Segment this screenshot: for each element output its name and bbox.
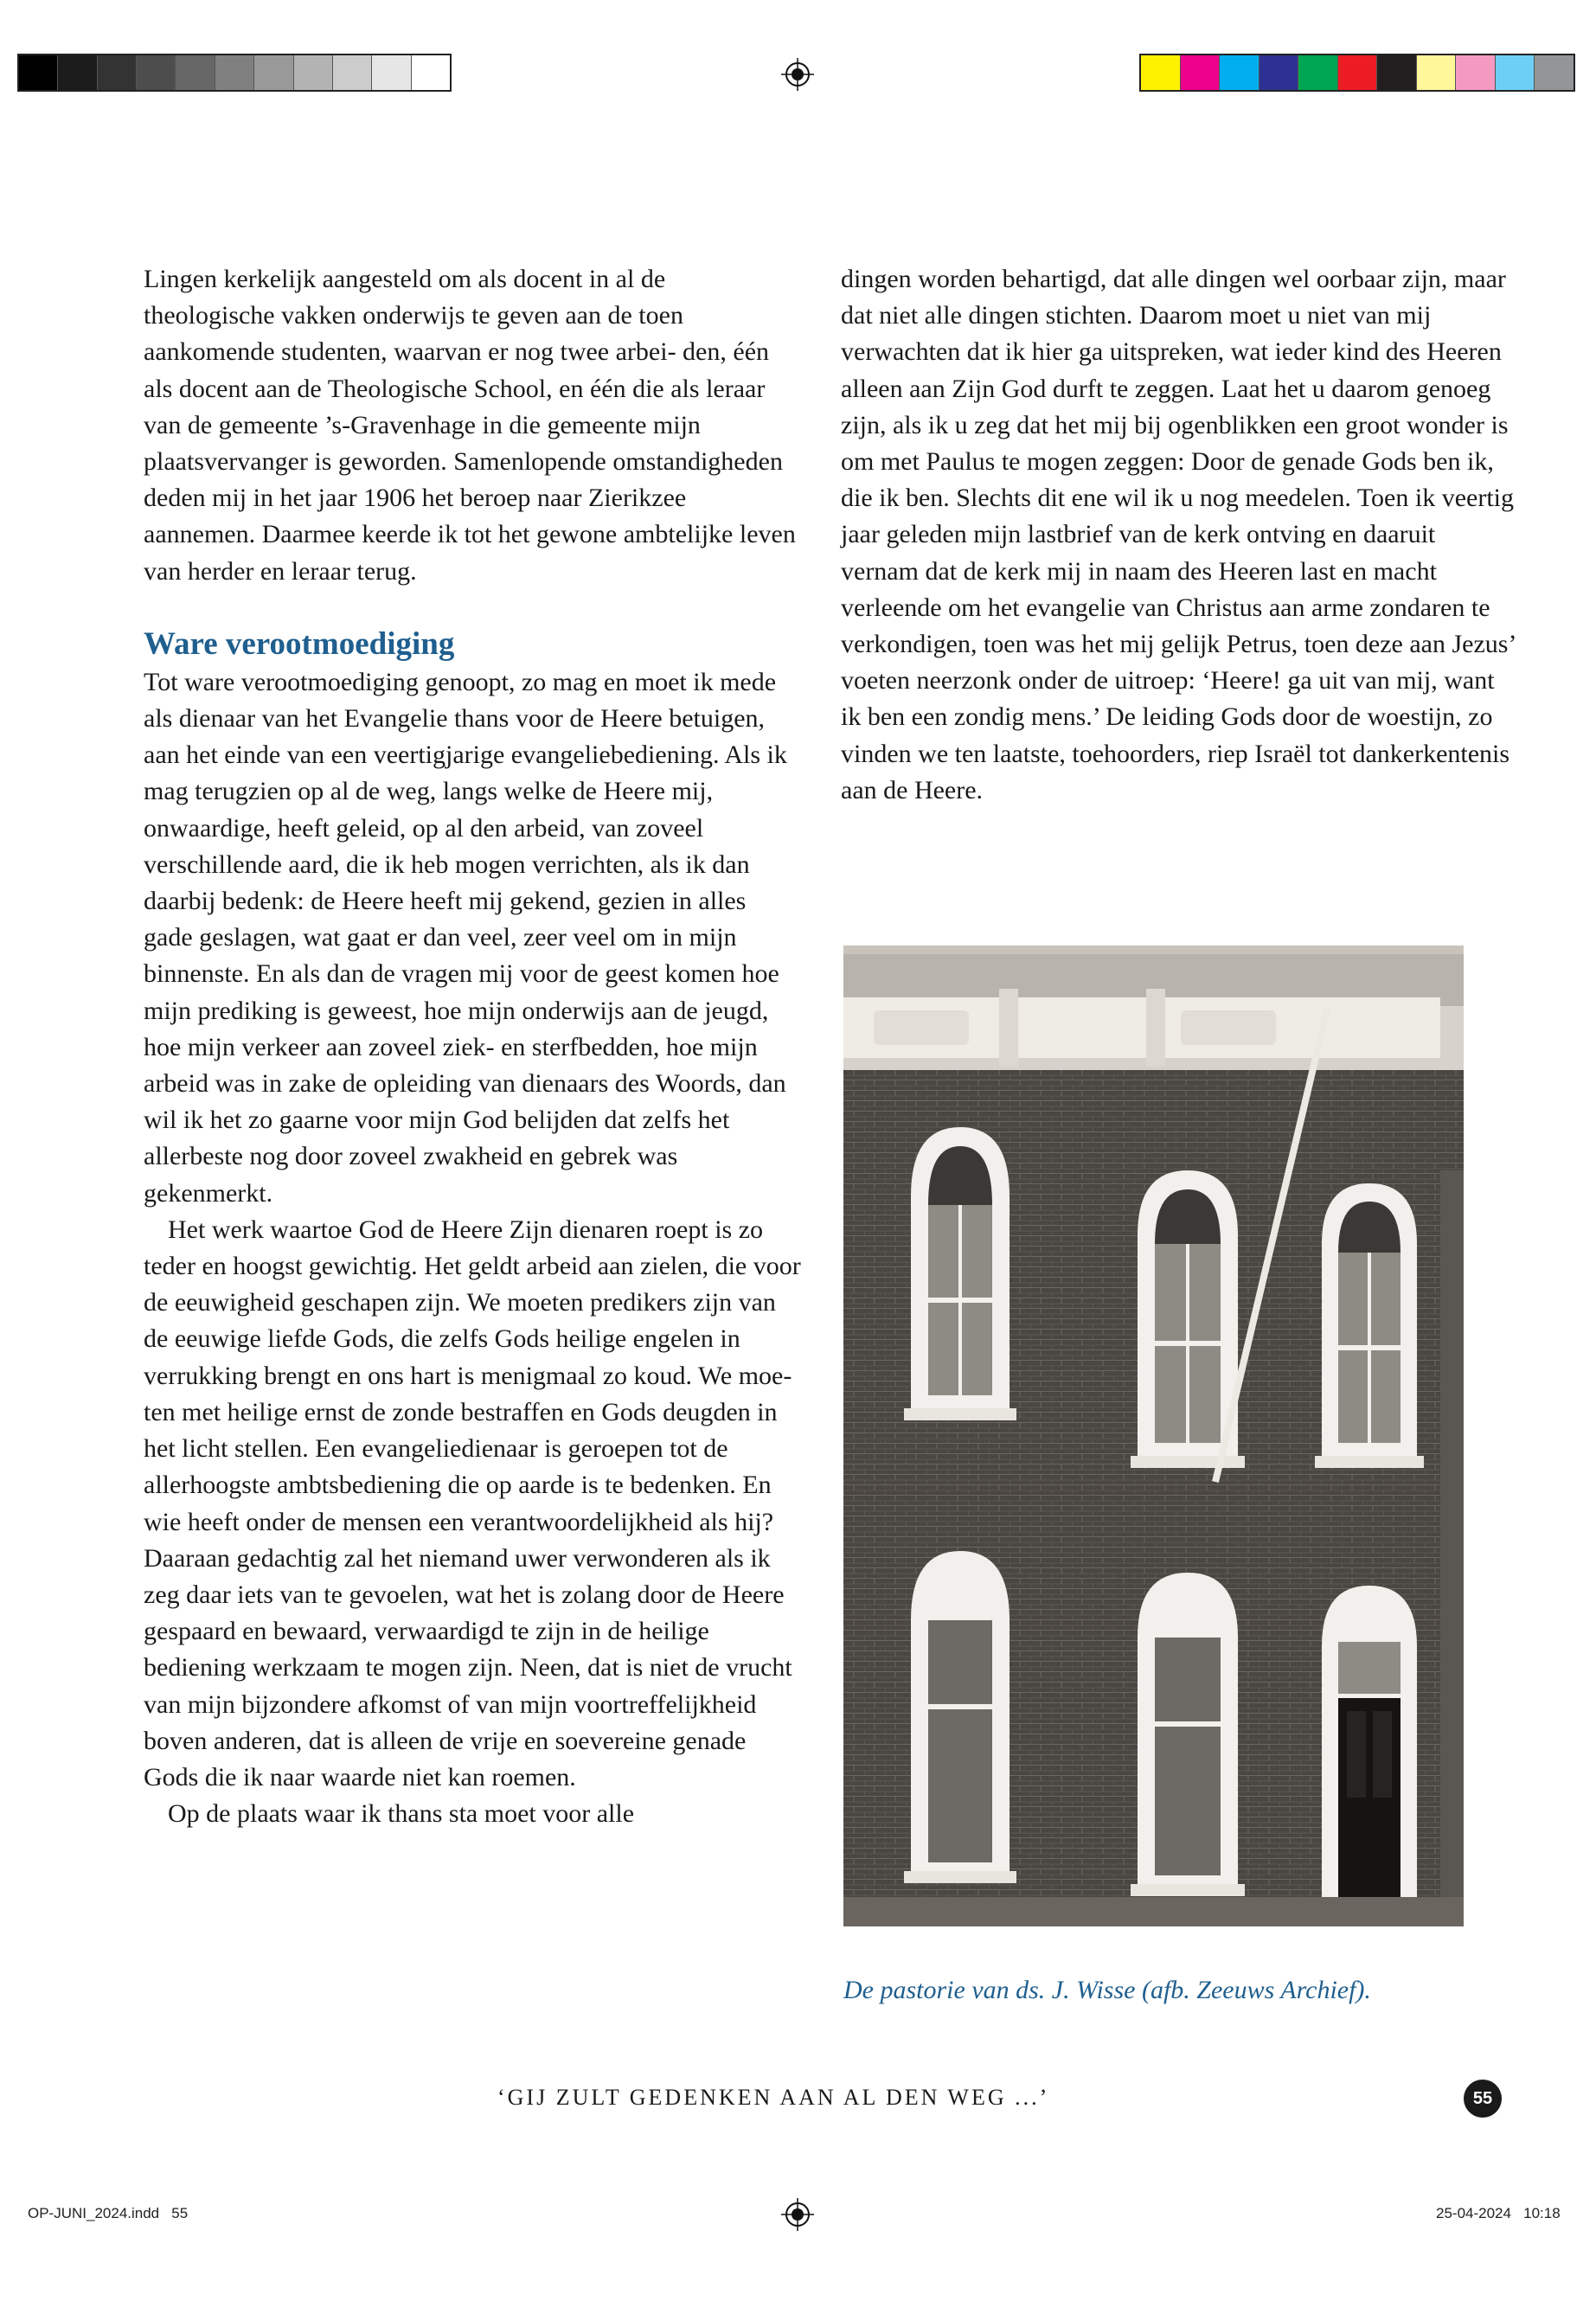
paragraph: dingen worden behartigd, dat alle dingen wel oorbaar zijn, maar dat niet alle dingen stichten. Daarom moet u niet van mij verwachten dat ik hier ga uitspreken, wat ieder kind des Heeren alleen aan Zijn God durft te zeggen. Laat het u daarom genoeg zijn, als ik u zeg dat het mij bij ogenblikken een groot wonder is om met Paulus te mogen zeggen: Door de genade Gods ben ik, die ik ben. Slechts dit ene wil ik u nog meedelen. Toen ik veertig jaar geleden mijn lastbrief van de kerk ontving en daaruit vernam dat de kerk mij in naam des Heeren last en macht verleende om het evangelie van Christus aan arme zondaren te verkondigen, toen was het mij gelijk Petrus, toen deze aan Jezus’ voeten neerzonk onder de uitroep: ‘Heere! ga uit van mij, want ik ben een zondig mens.’ De leiding Gods door de woestijn, zo vinden we ten laatste, toehoorders, riep Israël tot dankerkentenis aan de Heere.: [841, 265, 1516, 804]
building-facade-image: [843, 945, 1464, 1926]
paragraph: Tot ware verootmoediging genoopt, zo mag en moet ik mede als dienaar van het Evangelie thans voor de Heere betuigen, aan het einde van een veertigjarige evangeliebediening. Als ik mag terugzien op al de weg, langs welke de Heere mij, onwaardige, heeft geleid, op al den arbeid, van zoveel verschillende aard, die ik heb mogen verrichten, als ik dan daarbij bedenk: de Heere heeft mij gekend, gezien in alles gade geslagen, wat gaat er dan veel, zeer veel om in mijn binnenste. En als dan de vragen mij voor de geest komen hoe mijn prediking is geweest, hoe mijn onderwijs aan de jeugd, hoe mijn verkeer aan zoveel ziek- en sterfbedden, hoe mijn arbeid was in zake de opleiding van dienaars des Woords, dan wil ik het zo gaarne voor mijn God belijden dat zelfs het allerbeste nog door zoveel zwakheid en gebrek was gekenmerkt.: [144, 667, 787, 1208]
paragraph: Het werk waartoe God de Heere Zijn dienaren roept is zo teder en hoogst gewichtig. Het geldt arbeid aan zielen, die voor de eeuwigheid geschapen zijn. We moeten predikers zijn van de eeuwige liefde Gods, die zelfs Gods heilige engelen in verrukking brengt en ons hart is menigmaal zo koud. We moe- ten met heilige ernst de zonde bestraffen en Gods deugden in het licht stellen. Een evangeliedienaar is geroepen tot de allerhoogste ambtsbediening die op aarde is te bedenken. En wie heeft onder de mensen een verantwoordelijkheid als hij? Daaraan gedachtig zal het niemand uwer verwonderen als ik zeg daar iets van te gevoelen, wat het is zolang door de Heere gespaard en bewaard, verwaardigd te zijn in de heilige bediening werkzaam te mogen zijn. Neen, dat is niet de vrucht van mijn bijzondere afkomst of van mijn voortreffelijkheid boven anderen, dat is alleen de vrije en soevereine genade Gods die ik naar waarde niet kan roemen.: [144, 1215, 801, 1791]
running-title: ‘GIJ ZULT GEDENKEN AAN AL DEN WEG ...’: [497, 2085, 1050, 2110]
color-swatch: [1141, 55, 1181, 90]
slug-date: 25-04-2024 10:18: [1436, 2205, 1561, 2221]
gray-swatch: [58, 55, 97, 90]
left-column: [144, 261, 801, 1832]
section-heading: Ware verootmoediging: [144, 625, 455, 662]
color-swatch: [1535, 55, 1574, 90]
gray-scale-bar: [17, 54, 452, 92]
right-column: [841, 261, 1516, 809]
gray-swatch: [254, 55, 293, 90]
gray-swatch: [372, 55, 411, 90]
color-swatch: [1181, 55, 1221, 90]
color-swatch: [1417, 55, 1457, 90]
gray-swatch: [176, 55, 215, 90]
color-swatch: [1456, 55, 1496, 90]
color-swatch: [1496, 55, 1535, 90]
gray-swatch: [333, 55, 372, 90]
color-swatch: [1377, 55, 1417, 90]
color-swatch: [1220, 55, 1259, 90]
paragraph: Op de plaats waar ik thans sta moet voor alle: [168, 1799, 635, 1829]
registration-mark-icon: [781, 58, 814, 91]
gray-swatch: [137, 55, 176, 90]
page-number: 55: [1464, 2080, 1502, 2118]
gray-swatch: [294, 55, 333, 90]
lower-windows: [904, 1551, 1417, 1926]
color-bar: [1139, 54, 1575, 92]
paragraph: Lingen kerkelijk aangesteld om als docent in al de theologische vakken onderwijs te geven aan de toen aankomende studenten, waarvan er nog twee arbei- den, één als docent aan de Theologische School, en één die als leraar van de gemeente ’s-Gravenhage in die gemeente mijn plaatsvervanger is geworden. Samenlopende omstandigheden deden mij in het jaar 1906 het beroep naar Zierikzee aannemen. Daarmee keerde ik tot het gewone ambtelijke leven van herder en leraar terug.: [144, 265, 796, 586]
color-swatch: [1259, 55, 1299, 90]
registration-mark-icon: [781, 2198, 814, 2231]
pastorie-photo: [843, 945, 1464, 1926]
color-swatch: [1338, 55, 1378, 90]
gray-swatch: [98, 55, 137, 90]
slug-file-name: OP-JUNI_2024.indd 55: [28, 2205, 189, 2221]
gray-swatch: [412, 55, 450, 90]
photo-caption: De pastorie van ds. J. Wisse (afb. Zeeuws Archief).: [843, 1976, 1371, 2004]
gray-swatch: [19, 55, 58, 90]
color-swatch: [1298, 55, 1338, 90]
gray-swatch: [215, 55, 254, 90]
